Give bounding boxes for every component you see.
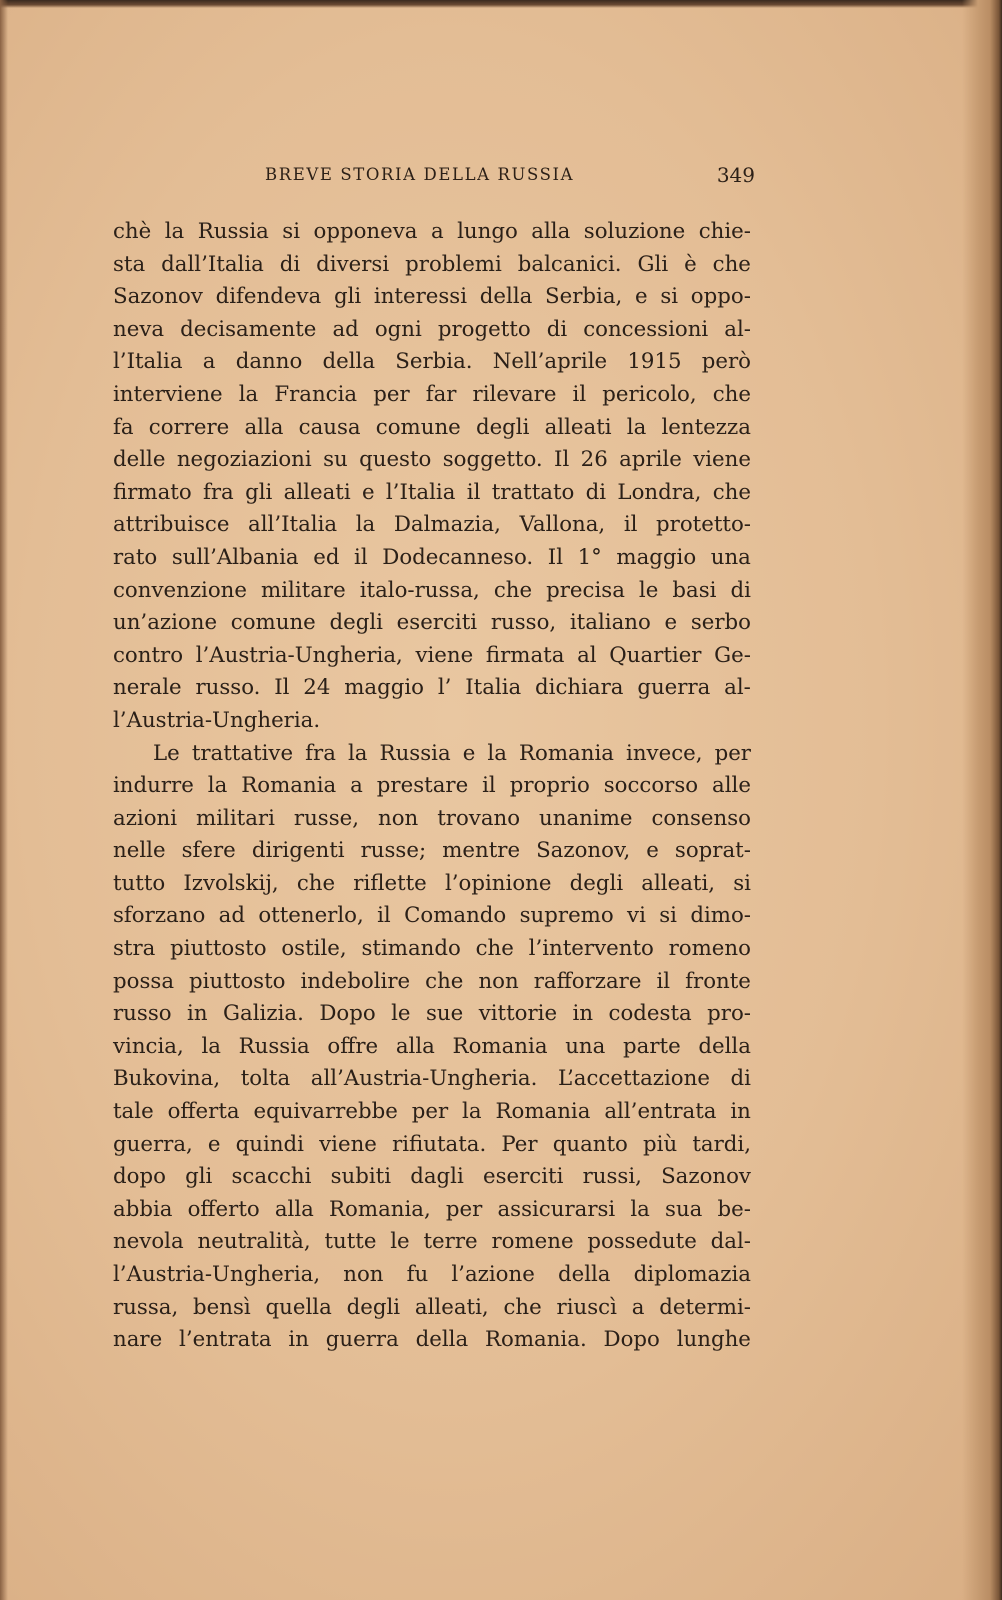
text-line: nerale russo. Il 24 maggio l’ Italia dichiara guerra al-	[113, 675, 751, 701]
text-line: rato sull’Albania ed il Dodecanneso. Il 1° maggio una	[113, 544, 751, 570]
text-line: sta dall’Italia di diversi problemi balcanici. Gli è che	[113, 251, 751, 277]
running-head	[265, 163, 755, 189]
text-line: l’Austria-Ungheria.	[113, 707, 321, 733]
text-line: russo in Galizia. Dopo le sue vittorie in codesta pro-	[113, 1001, 751, 1027]
text-line: indurre la Romania a prestare il proprio soccorso alle	[113, 773, 751, 799]
text-line: abbia offerto alla Romania, per assicurarsi la sua be-	[113, 1196, 751, 1222]
paragraph	[113, 738, 751, 1357]
text-line: nevola neutralità, tutte le terre romene possedute dal-	[113, 1229, 751, 1255]
text-line: attribuisce all’Italia la Dalmazia, Vallona, il protetto-	[113, 512, 751, 538]
running-title: BREVE STORIA DELLA RUSSIA	[265, 165, 575, 184]
text-line: chè la Russia si opponeva a lungo alla soluzione chie-	[113, 219, 751, 244]
text-line: contro l’Austria-Ungheria, viene firmata al Quartier Ge-	[113, 642, 751, 668]
page-gutter-edge	[962, 0, 1002, 1600]
text-line: convenzione militare italo-russa, che precisa le basi di	[113, 577, 751, 603]
text-line: vincia, la Russia offre alla Romania una parte della	[113, 1033, 751, 1059]
text-line: azioni militari russe, non trovano unanime consenso	[113, 805, 751, 831]
text-line: stra piuttosto ostile, stimando che l’intervento romeno	[113, 936, 751, 962]
text-line: l’Austria-Ungheria, non fu l’azione della diplomazia	[113, 1262, 751, 1287]
text-line: Le trattative fra la Russia e la Romania invece, per	[153, 740, 751, 766]
text-line: sforzano ad ottenerlo, il Comando supremo vi si dimo-	[113, 903, 751, 929]
page-left-edge	[0, 0, 8, 1600]
text-line: tutto Izvolskij, che riflette l’opinione degli alleati, si	[113, 870, 751, 896]
text-line: nare l’entrata in guerra della Romania. Dopo lunghe	[113, 1327, 751, 1353]
text-line: tale offerta equivarrebbe per la Romania all’entrata in	[113, 1099, 751, 1125]
page-number: 349	[716, 163, 755, 187]
text-line: Sazonov difendeva gli interessi della Serbia, e si oppo-	[113, 284, 751, 310]
body-text	[113, 216, 751, 1357]
text-line: guerra, e quindi viene rifiutata. Per quanto più tardi,	[113, 1131, 751, 1157]
text-line: russa, bensì quella degli alleati, che riuscì a determi-	[113, 1294, 751, 1320]
text-line: Bukovina, tolta all’Austria-Ungheria. L’accettazione di	[113, 1066, 751, 1092]
text-line: un’azione comune degli eserciti russo, italiano e serbo	[113, 610, 751, 636]
text-line: interviene la Francia per far rilevare il pericolo, che	[113, 381, 751, 407]
text-line: l’Italia a danno della Serbia. Nell’aprile 1915 però	[113, 349, 751, 375]
text-line: fa correre alla causa comune degli alleati la lentezza	[113, 414, 751, 440]
page-top-edge	[0, 0, 1002, 8]
text-line: dopo gli scacchi subiti dagli eserciti russi, Sazonov	[113, 1164, 751, 1190]
paragraph	[113, 216, 751, 738]
text-line: nelle sfere dirigenti russe; mentre Sazonov, e soprat-	[113, 838, 751, 864]
text-line: neva decisamente ad ogni progetto di concessioni al-	[113, 316, 751, 342]
text-line: possa piuttosto indebolire che non rafforzare il fronte	[113, 968, 751, 994]
text-line: firmato fra gli alleati e l’Italia il trattato di Londra, che	[113, 479, 751, 505]
text-line: delle negoziazioni su questo soggetto. Il 26 aprile viene	[113, 447, 751, 473]
